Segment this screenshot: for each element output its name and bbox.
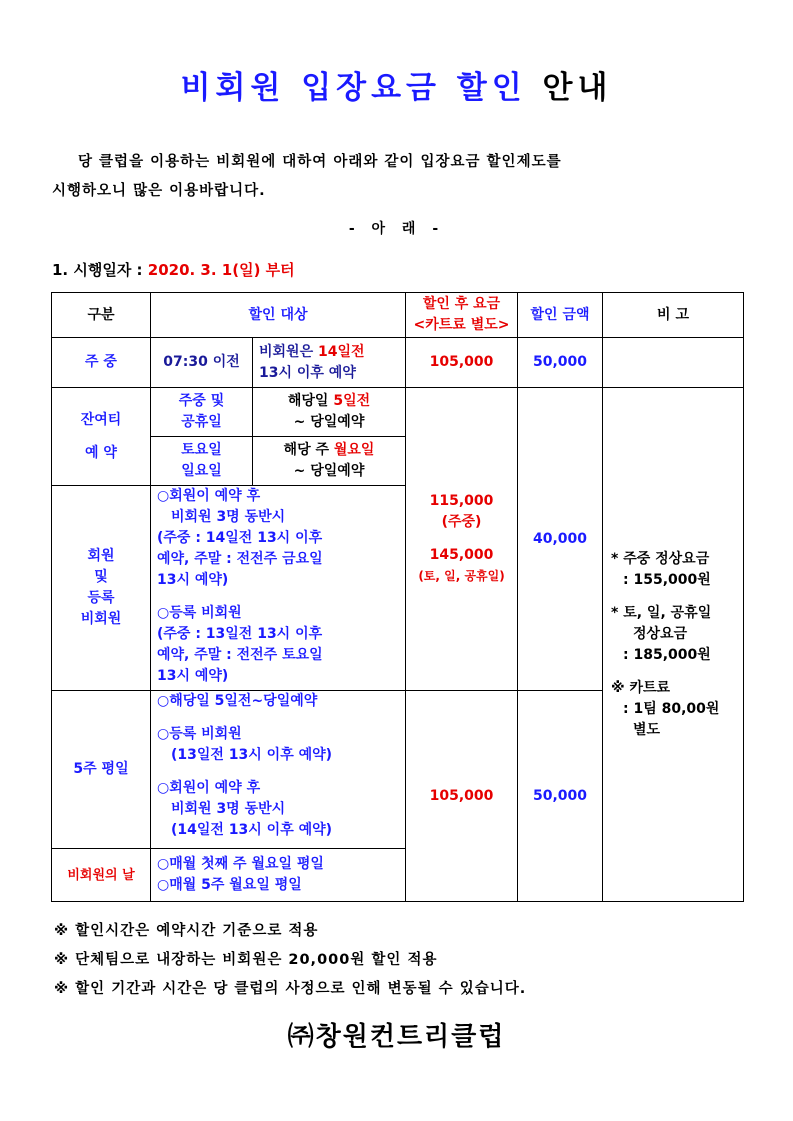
member-t9: 13시 예약) xyxy=(157,668,229,684)
header-category: 구분 xyxy=(52,293,151,338)
member-discount: 40,000 xyxy=(518,388,603,691)
member-fee-2: 145,000 xyxy=(429,547,494,563)
header-fee-line2: <카트료 별도> xyxy=(413,317,510,333)
nonmember-day-target xyxy=(151,849,406,902)
member-label xyxy=(52,486,151,691)
header-fee xyxy=(406,293,518,338)
member-t8: 예약, 주말 : 전전주 토요일 xyxy=(157,647,323,663)
header-target: 할인 대상 xyxy=(151,293,406,338)
remain-cond-1-c: ~ 당일예약 xyxy=(293,414,365,430)
remain-sub-2-line2: 일요일 xyxy=(181,463,222,479)
member-t3: (주중 : 14일전 13시 이후 xyxy=(157,530,323,546)
weekday-cond-c: 13시 이후 예약 xyxy=(259,364,356,381)
member-label-3: 등록 xyxy=(87,590,115,606)
page-title xyxy=(0,62,793,107)
week5-fee: 105,000 xyxy=(406,691,518,902)
footnote-1: ※ 할인시간은 예약시간 기준으로 적용 xyxy=(54,923,319,939)
week5-t5: 비회원 3명 동반시 xyxy=(171,801,286,817)
table-row-weekday xyxy=(52,338,744,388)
remain-cond-2-a: 해당 주 xyxy=(283,442,334,458)
footnotes xyxy=(54,917,526,1004)
remain-sub-2 xyxy=(151,437,253,486)
week5-label: 5주 평일 xyxy=(52,691,151,849)
remain-sub-1-line2: 공휴일 xyxy=(181,414,222,430)
nonmember-day-t1: ○매월 첫째 주 월요일 평일 xyxy=(157,856,324,872)
remain-cond-1 xyxy=(253,388,406,437)
weekday-time: 07:30 이전 xyxy=(151,338,253,388)
nonmember-day-t2: ○매월 5주 월요일 평일 xyxy=(157,877,302,893)
note-2: : 155,000원 xyxy=(623,571,711,588)
notes-cell xyxy=(603,388,744,902)
weekday-discount: 50,000 xyxy=(518,338,603,388)
member-label-2: 및 xyxy=(94,569,108,585)
remain-cond-1-a: 해당일 xyxy=(287,393,334,409)
member-label-4: 비회원 xyxy=(80,611,122,627)
effective-date-label: 1. 시행일자 : xyxy=(52,261,148,279)
week5-target xyxy=(151,691,406,849)
weekday-condition xyxy=(253,338,406,388)
title-blue: 비회원 입장요금 할인 xyxy=(180,70,527,106)
effective-date xyxy=(52,259,295,280)
remain-sub-1 xyxy=(151,388,253,437)
title-black: 안내 xyxy=(542,70,613,106)
member-fee xyxy=(406,388,518,691)
week5-discount: 50,000 xyxy=(518,691,603,902)
note-7: : 1팀 80,00원 xyxy=(623,700,720,717)
week5-t4: ○회원이 예약 후 xyxy=(157,780,261,796)
member-fee-1-note: (주중) xyxy=(441,514,482,530)
note-3: * 토, 일, 공휴일 xyxy=(611,604,712,621)
note-1: * 주중 정상요금 xyxy=(611,550,710,567)
intro-line-1: 당 클럽을 이용하는 비회원에 대하여 아래와 같이 입장요금 할인제도를 xyxy=(78,154,562,170)
member-t6: ○등록 비회원 xyxy=(157,605,242,621)
rate-table xyxy=(51,292,744,902)
footnote-3: ※ 할인 기간과 시간은 당 클럽의 사정으로 인해 변동될 수 있습니다. xyxy=(54,981,527,997)
remain-cond-2 xyxy=(253,437,406,486)
week5-t1: ○해당일 5일전~당일예약 xyxy=(157,693,318,709)
table-row-remain-1 xyxy=(52,388,744,437)
remain-sub-1-line1: 주중 및 xyxy=(178,393,225,409)
member-target xyxy=(151,486,406,691)
member-t7: (주중 : 13일전 13시 이후 xyxy=(157,626,323,642)
note-6: ※ 카트료 xyxy=(611,679,671,696)
remain-label-2: 예 약 xyxy=(85,444,117,461)
table-header-row xyxy=(52,293,744,338)
remain-cond-1-b: 5일전 xyxy=(333,393,371,409)
header-amount: 할인 금액 xyxy=(518,293,603,338)
effective-date-value: 2020. 3. 1(일) 부터 xyxy=(147,261,295,279)
remain-label-1: 잔여티 xyxy=(80,411,122,428)
header-fee-line1: 할인 후 요금 xyxy=(422,296,501,312)
footnote-2: ※ 단체팀으로 내장하는 비회원은 20,000원 할인 적용 xyxy=(54,952,438,968)
remain-cond-2-c: ~ 당일예약 xyxy=(293,463,365,479)
member-t4: 예약, 주말 : 전전주 금요일 xyxy=(157,551,323,567)
member-fee-2-note: (토, 일, 공휴일) xyxy=(418,569,505,583)
weekday-label: 주 중 xyxy=(52,338,151,388)
weekday-note xyxy=(603,338,744,388)
weekday-fee: 105,000 xyxy=(406,338,518,388)
member-t5: 13시 예약) xyxy=(157,572,229,588)
weekday-cond-b: 14일전 xyxy=(317,343,365,360)
note-8: 별도 xyxy=(633,721,661,738)
member-fee-1: 115,000 xyxy=(429,493,494,509)
intro-paragraph xyxy=(52,148,752,206)
member-t2: 비회원 3명 동반시 xyxy=(171,509,286,525)
nonmember-day-label: 비회원의 날 xyxy=(52,849,151,902)
remain-cond-2-b: 월요일 xyxy=(333,442,375,458)
note-5: : 185,000원 xyxy=(623,646,711,663)
weekday-cond-a: 비회원은 xyxy=(259,343,318,360)
week5-t3: (13일전 13시 이후 예약) xyxy=(171,747,333,763)
member-label-1: 회원 xyxy=(87,548,115,564)
week5-t2: ○등록 비회원 xyxy=(157,726,242,742)
remain-label xyxy=(52,388,151,486)
intro-line-2: 시행하오니 많은 이용바랍니다. xyxy=(52,183,266,199)
club-name: ㈜창원컨트리클럽 xyxy=(287,1022,506,1052)
section-heading: - 아 래 - xyxy=(348,221,445,237)
note-4: 정상요금 xyxy=(633,625,688,642)
member-t1: ○회원이 예약 후 xyxy=(157,488,261,504)
header-note: 비 고 xyxy=(603,293,744,338)
week5-t6: (14일전 13시 이후 예약) xyxy=(171,822,333,838)
remain-sub-2-line1: 토요일 xyxy=(181,442,222,458)
